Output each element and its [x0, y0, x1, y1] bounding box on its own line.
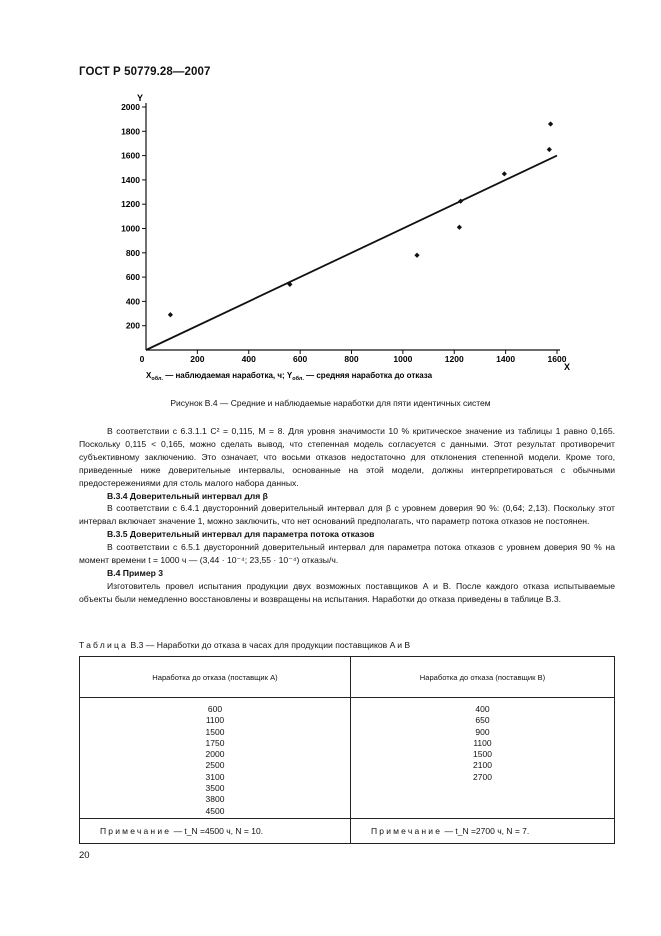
scatter-chart	[0, 0, 661, 400]
value-a: 2500	[205, 760, 225, 771]
value-a: 3500	[205, 783, 225, 794]
value-b: 1500	[473, 749, 492, 760]
y-tick-label: 1400	[121, 174, 140, 185]
paragraph-4: Изготовитель провел испытания продукции двух возможных поставщиков A и B. После каждого отказа испытываемые объекты были немедленно восстановлены и возвращены на испытания. Наработки до отказа приведены в таблице В.3.	[79, 580, 615, 604]
text-body	[79, 425, 615, 606]
table-caption-word: Таблица	[79, 640, 129, 650]
data-point	[502, 171, 507, 176]
data-point	[414, 253, 419, 258]
value-a: 600	[207, 704, 223, 714]
data-point	[548, 121, 553, 126]
column-values-b	[350, 698, 614, 819]
paragraph-2: В соответствии с 6.4.1 двусторонний доверительный интервал для β с уровнем доверия 90 %: (0,64; 2,13). Поскольку этот интервал включает значение 1, можно заключить, что нет оснований предполагать, что параметр потока отказов не постоянен.	[79, 503, 615, 527]
legend-part: X	[146, 371, 152, 380]
note-word-a: Примечание	[100, 825, 172, 836]
x-tick-label: 1200	[444, 354, 464, 364]
x-tick-label: 600	[293, 354, 308, 364]
failure-times-table	[79, 656, 615, 844]
y-tick-label: 1200	[121, 199, 140, 210]
value-b: 400	[475, 704, 490, 714]
data-point	[168, 312, 173, 317]
data-point	[547, 147, 552, 152]
fit-line	[146, 156, 557, 350]
x-tick-label: 1000	[393, 354, 413, 364]
x-tick-label: 1600	[547, 354, 567, 364]
note-text-b: — t_N =2700 ч, N = 7.	[442, 825, 530, 836]
y-tick-label: 600	[125, 272, 140, 283]
column-header-b: Наработка до отказа (поставщик B)	[350, 657, 614, 698]
y-axis-label: Y	[136, 93, 144, 103]
y-tick-label: 200	[125, 320, 140, 331]
table-note-b	[350, 818, 614, 843]
x-tick-label: 800	[344, 354, 359, 364]
value-a: 2000	[205, 749, 225, 760]
value-a: 4500	[205, 805, 225, 816]
value-b: 2700	[473, 771, 492, 782]
value-b: 900	[475, 726, 490, 737]
data-point	[457, 225, 462, 230]
column-header-a: Наработка до отказа (поставщик A)	[80, 657, 351, 698]
column-values-a	[80, 698, 351, 819]
note-word-b: Примечание	[370, 825, 443, 836]
paragraph-1: В соответствии с 6.3.1.1 C² = 0,115, M = 8. Для уровня значимости 10 % критическое значение из таблицы 1 равно 0,165. Поскольку 0,115 < 0,165, можно сделать вывод, что степенная модель согласуется с данными. Этот результат противоречит субъективному заключению. Это означает, что восьми отказов недостаточно для отклонения степенной модели. Кроме того, приведенные ниже доверительные интервалы, основанные на этой модели, должны интерпретироваться с обычными предостережениями для столь малого набора данных.	[79, 426, 615, 488]
figure-caption: Рисунок В.4 — Средние и наблюдаемые наработки для пяти идентичных систем	[170, 398, 491, 408]
section-heading-b4: В.4 Пример 3	[107, 567, 164, 578]
table-caption-text: В.3 — Наработки до отказа в часах для продукции поставщиков A и B	[128, 640, 411, 650]
value-b: 2100	[473, 760, 492, 771]
document-header: ГОСТ Р 50779.28—2007	[79, 66, 211, 78]
section-heading-b34: В.3.4 Доверительный интервал для β	[107, 490, 268, 501]
legend-part: обл.	[292, 376, 304, 382]
y-tick-label: 400	[125, 296, 140, 307]
value-a: 1100	[205, 715, 225, 726]
section-heading-b35: В.3.5 Доверительный интервал для параметра потока отказов	[107, 529, 375, 540]
y-tick-label: 2000	[121, 102, 140, 112]
value-a: 1500	[205, 726, 225, 737]
origin-label: 0	[139, 354, 145, 364]
legend-part: обл.	[151, 376, 163, 382]
table-caption	[79, 640, 410, 650]
paragraph-3: В соответствии с 6.5.1 двусторонний доверительный интервал для параметра потока отказов с уровнем доверия 90 % на момент времени t = 1000 ч — (3,44 · 10⁻⁴; 23,55 · 10⁻⁴) отказы/ч.	[79, 542, 615, 566]
x-axis-label: X	[563, 362, 571, 372]
page-number: 20	[79, 850, 90, 861]
value-b: 650	[475, 715, 490, 726]
note-text-a: — t_N =4500 ч, N = 10.	[171, 825, 264, 836]
value-a: 3800	[205, 794, 225, 805]
value-b: 1100	[473, 737, 492, 748]
x-tick-label: 1400	[496, 354, 516, 364]
x-tick-label: 200	[190, 354, 205, 364]
y-tick-label: 800	[125, 247, 140, 258]
x-tick-label: 400	[241, 354, 256, 364]
chart-legend	[146, 371, 433, 382]
legend-part: — средняя наработка до отказа	[303, 371, 433, 380]
y-tick-label: 1600	[121, 150, 140, 161]
legend-part: Y	[286, 371, 293, 380]
value-a: 3100	[205, 771, 225, 782]
y-tick-label: 1000	[121, 223, 140, 234]
value-a: 1750	[205, 737, 225, 748]
table-note-a	[80, 818, 351, 843]
legend-part: — наблюдаемая наработка, ч;	[163, 371, 287, 380]
y-tick-label: 1800	[121, 126, 140, 137]
